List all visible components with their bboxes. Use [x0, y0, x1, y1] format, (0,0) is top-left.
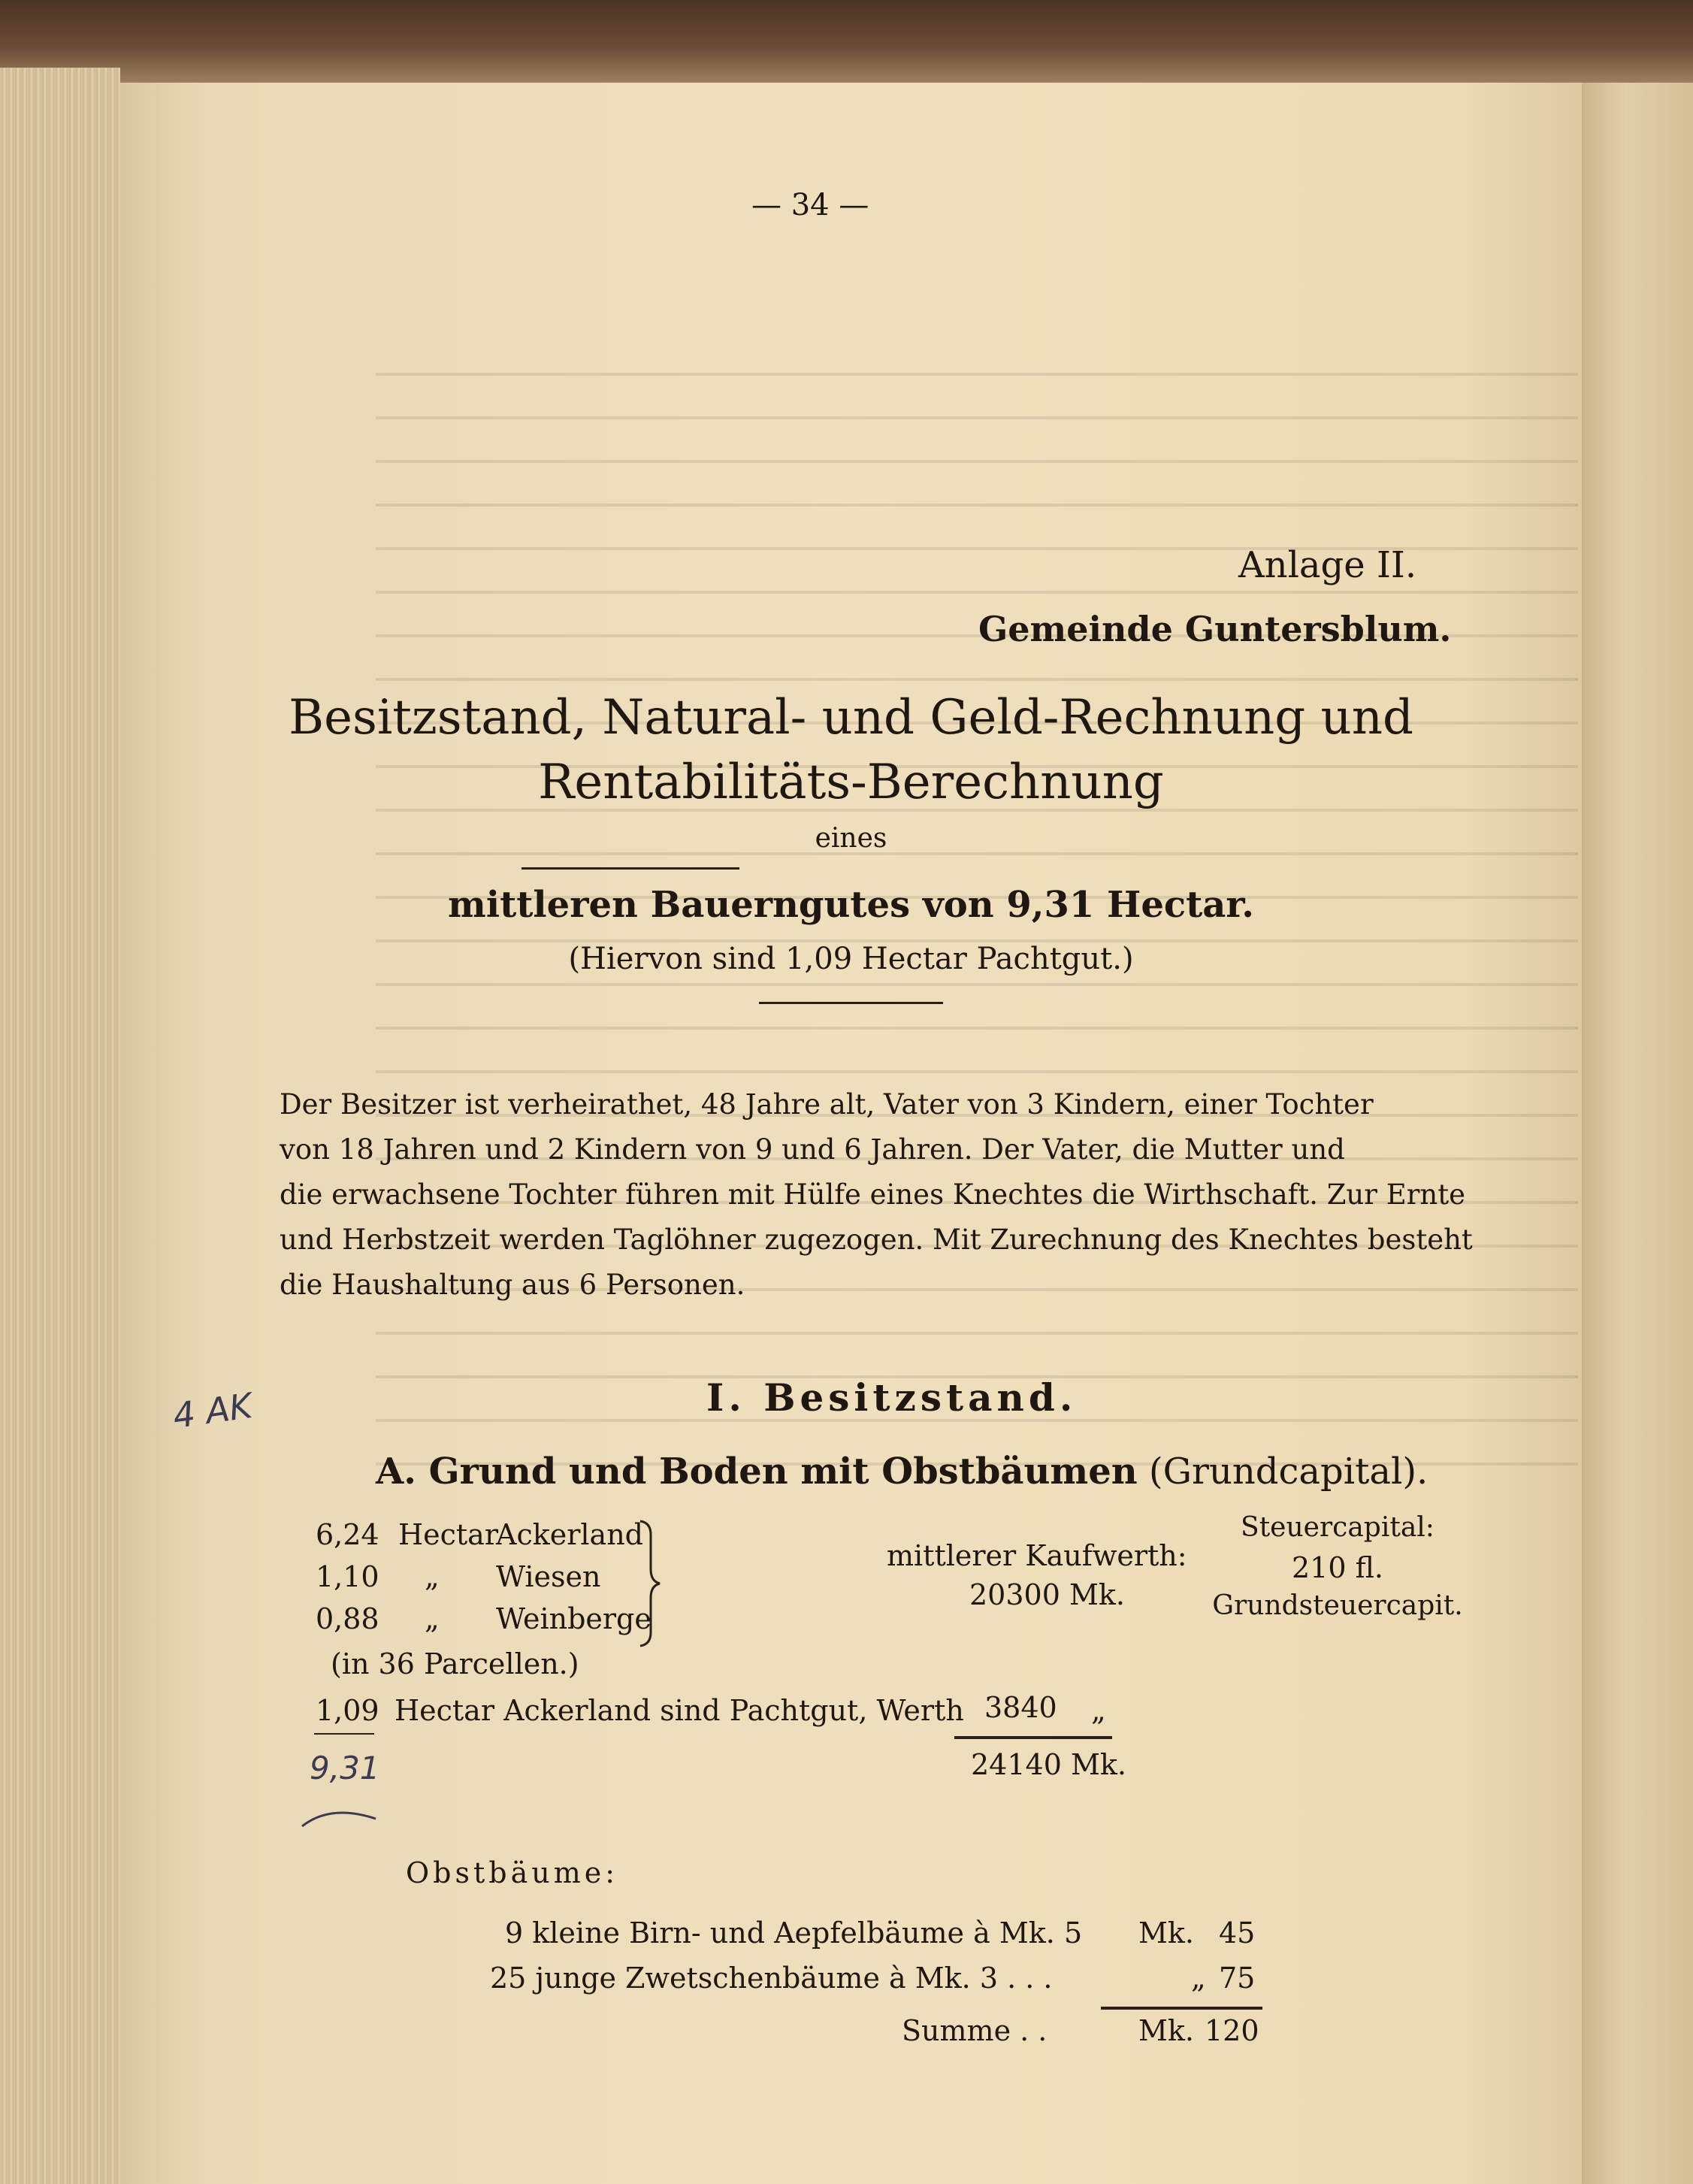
obst-row-value: 75: [1219, 1962, 1256, 1995]
land-label: Weinberge: [496, 1602, 652, 1635]
subtitle-note: (Hiervon sind 1,09 Hectar Pachtgut.): [568, 942, 1134, 976]
land-total: 24140 Mk.: [971, 1748, 1126, 1781]
land-amount: 6,24: [316, 1518, 379, 1551]
gemeinde-heading: Gemeinde Guntersblum.: [978, 609, 1452, 649]
obst-summe-value: 120: [1205, 2014, 1259, 2047]
land-label: Ackerland: [496, 1518, 644, 1551]
obst-row-currency: „: [1191, 1962, 1206, 1995]
title-line-2: Rentabilitäts-Berechnung: [538, 755, 1164, 810]
handwritten-stroke: [301, 1789, 383, 1834]
subsection-heading: [376, 1450, 1428, 1493]
title-rule: [522, 867, 739, 870]
steuer-note: Grundsteuercapit.: [1212, 1590, 1463, 1621]
land-unit: „: [425, 1602, 440, 1635]
pacht-amount: 1,09: [316, 1694, 379, 1727]
kaufwerth-value: 20300 Mk.: [969, 1578, 1125, 1611]
obst-row-currency: Mk.: [1138, 1916, 1195, 1950]
title-line-1: Besitzstand, Natural- und Geld-Rechnung und: [289, 690, 1413, 746]
pacht-underline: [314, 1733, 374, 1735]
book-page: [120, 83, 1582, 2184]
parcels-note: (in 36 Parcellen.): [331, 1647, 579, 1680]
handwritten-sum: 9,31: [310, 1750, 380, 1786]
book-top-edge: [0, 0, 1693, 83]
separator-rule: [759, 1002, 943, 1004]
page-number: — 34 —: [751, 188, 869, 222]
land-unit: „: [425, 1560, 440, 1593]
anlage-label: Anlage II.: [1238, 544, 1417, 586]
title-eines: eines: [815, 823, 887, 854]
paragraph-line: und Herbstzeit werden Taglöhner zugezogen. Mit Zurechnung des Knechtes besteht: [280, 1224, 1473, 1256]
obst-row-desc: 9 kleine Birn- und Aepfelbäume à Mk. 5: [505, 1916, 1083, 1950]
land-label: Wiesen: [496, 1560, 601, 1593]
paragraph-line: von 18 Jahren und 2 Kindern von 9 und 6 Jahren. Der Vater, die Mutter und: [280, 1133, 1345, 1166]
paragraph-line: die Haushaltung aus 6 Personen.: [280, 1269, 745, 1301]
obst-row-desc: 25 junge Zwetschenbäume à Mk. 3 . . .: [490, 1962, 1053, 1995]
obst-heading: Obstbäume:: [406, 1856, 619, 1889]
land-unit: Hectar: [398, 1518, 498, 1551]
steuer-value: 210 fl.: [1291, 1551, 1384, 1584]
handwritten-margin-note: 4 AK: [170, 1384, 255, 1437]
book-page-stack-right: [1582, 83, 1693, 2184]
paragraph-line: die erwachsene Tochter führen mit Hülfe eines Knechtes die Wirthschaft. Zur Ernte: [280, 1178, 1465, 1211]
obst-sum-rule: [1101, 2007, 1262, 2010]
obst-summe-label: Summe . .: [902, 2014, 1048, 2047]
paragraph-line: Der Besitzer ist verheirathet, 48 Jahre alt, Vater von 3 Kindern, einer Tochter: [280, 1088, 1374, 1121]
pacht-value: 3840: [984, 1691, 1057, 1724]
kaufwerth-label: mittlerer Kaufwerth:: [887, 1539, 1187, 1572]
land-amount: 1,10: [316, 1560, 379, 1593]
land-amount: 0,88: [316, 1602, 379, 1635]
subsection-heading-rest: (Grundcapital).: [1148, 1450, 1428, 1493]
subsection-heading-bold: A. Grund und Boden mit Obstbäumen: [376, 1450, 1138, 1493]
pacht-text: Hectar Ackerland sind Pachtgut, Werth: [395, 1694, 964, 1727]
curly-brace: [637, 1520, 663, 1647]
pacht-ditto: „: [1091, 1694, 1106, 1727]
book-page-stack-left: [0, 68, 120, 2184]
subtitle: mittleren Bauerngutes von 9,31 Hectar.: [448, 884, 1254, 926]
total-rule: [954, 1736, 1112, 1739]
section-heading: I. Besitzstand.: [706, 1375, 1078, 1420]
obst-summe-currency: Mk.: [1138, 2014, 1195, 2047]
steuer-label: Steuercapital:: [1241, 1512, 1435, 1543]
obst-row-value: 45: [1219, 1916, 1256, 1950]
